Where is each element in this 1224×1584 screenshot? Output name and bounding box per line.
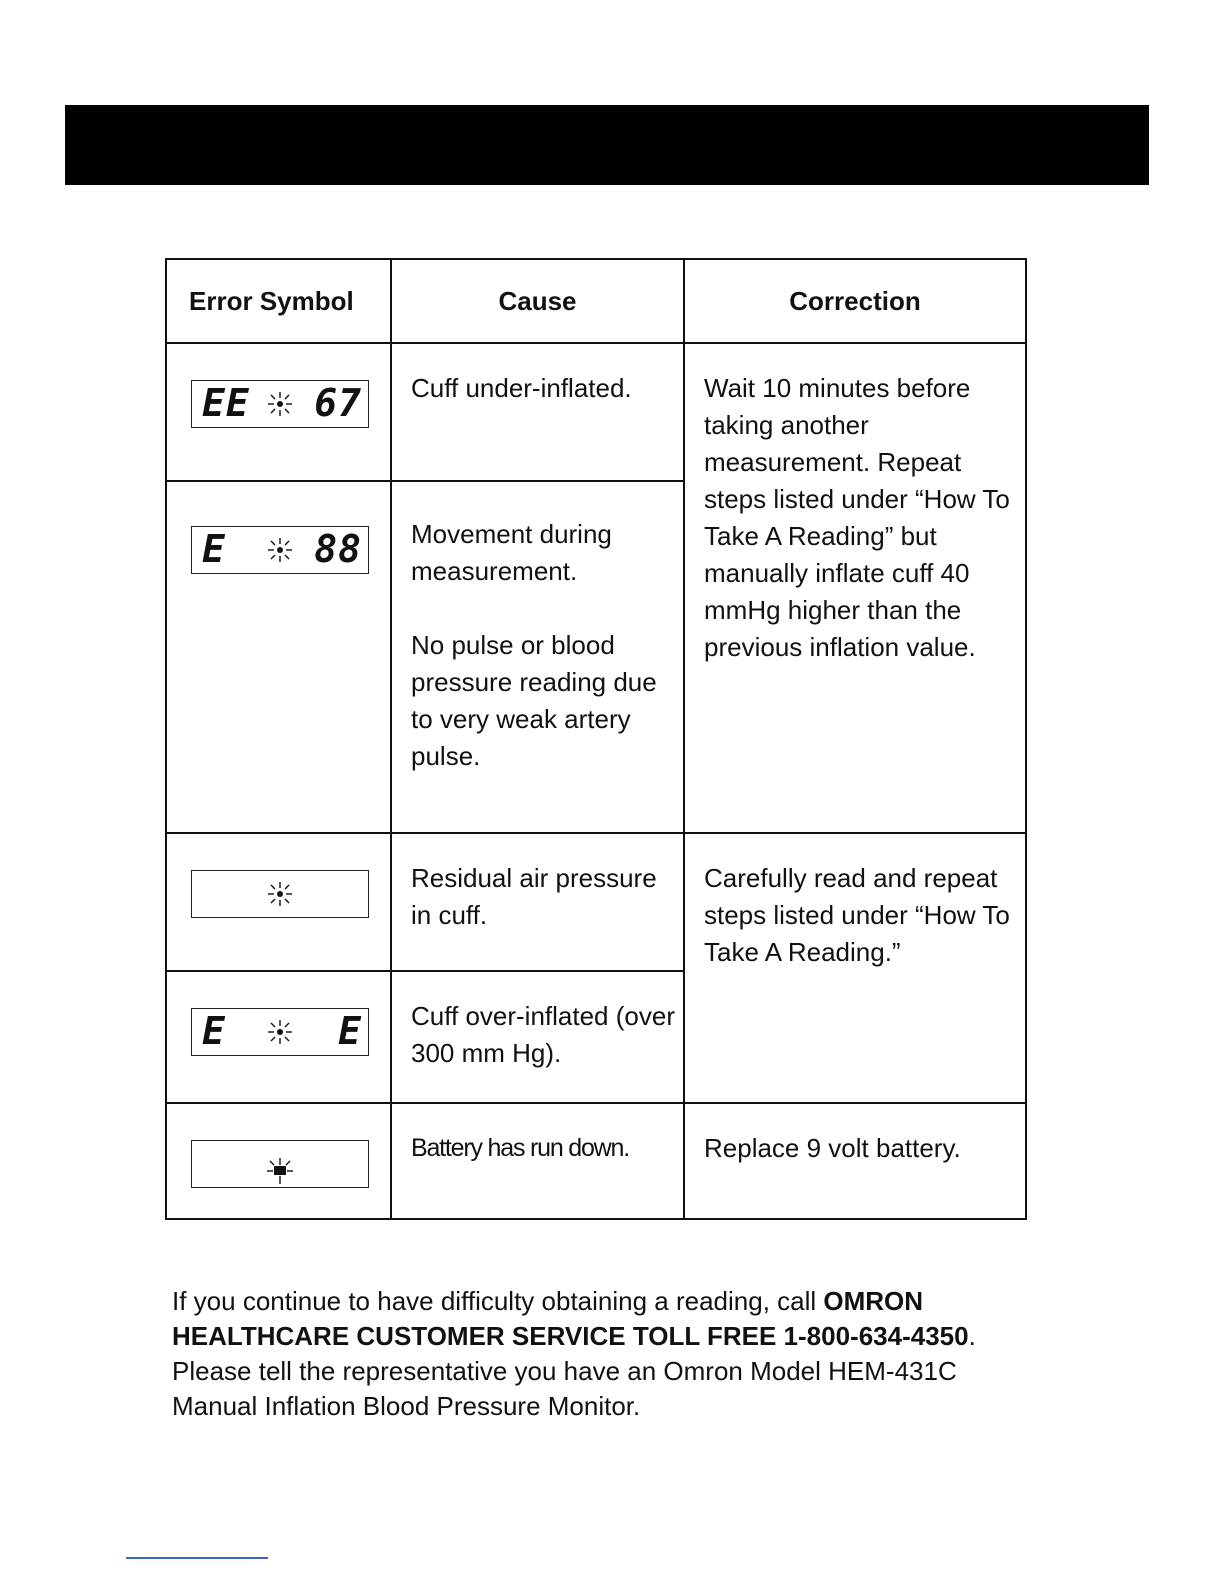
error-symbol-cell xyxy=(166,971,391,1103)
heart-blink-icon xyxy=(266,390,294,418)
table-row xyxy=(166,833,1026,971)
error-symbol-cell xyxy=(166,1103,391,1219)
footer-note xyxy=(172,1284,1012,1424)
table-row xyxy=(166,1103,1026,1219)
heart-blink-icon xyxy=(266,880,294,908)
customer-service-contact: OMRON HEALTHCARE CUSTOMER SERVICE TOLL FREE 1-800-634-4350 xyxy=(172,1286,969,1351)
cause-cell xyxy=(391,343,684,481)
lcd-display xyxy=(191,870,369,918)
error-symbol-cell xyxy=(166,343,391,481)
header-correction: Correction xyxy=(684,259,1026,343)
table-row xyxy=(166,343,1026,481)
cause-text: Battery has run down. xyxy=(411,1134,629,1162)
cause-cell xyxy=(391,971,684,1103)
cause-text: Movement during measurement. xyxy=(411,519,612,586)
header-cause: Cause xyxy=(391,259,684,343)
cause-cell xyxy=(391,481,684,833)
correction-cell xyxy=(684,833,1026,1103)
battery-icon xyxy=(266,1157,294,1185)
lcd-left-digits: EE xyxy=(202,381,250,425)
lcd-display xyxy=(191,1008,369,1056)
cause-text: No pulse or blood pressure reading due to very weak artery pulse. xyxy=(411,630,657,771)
correction-text: Replace 9 volt battery. xyxy=(704,1133,961,1163)
correction-cell xyxy=(684,343,1026,833)
lcd-display xyxy=(191,526,369,574)
lcd-right-digits: 88 xyxy=(314,527,362,571)
footer-text: If you continue to have difficulty obtaining a reading, call xyxy=(172,1286,824,1316)
table-header-row xyxy=(166,259,1026,343)
error-symbol-cell xyxy=(166,481,391,833)
header-error-symbol: Error Symbol xyxy=(166,259,391,343)
lcd-left-digits: E xyxy=(202,527,226,571)
cause-cell xyxy=(391,1103,684,1219)
heart-blink-icon xyxy=(266,536,294,564)
cause-cell xyxy=(391,833,684,971)
correction-text: Wait 10 minutes before taking another measurement. Repeat steps listed under “How To Take A Reading” but manually inflate cuff 40 mmHg higher than the previous inflation value. xyxy=(704,373,1010,662)
error-symbol-cell xyxy=(166,833,391,971)
cause-text: Cuff under-inflated. xyxy=(411,373,632,403)
cause-text: Residual air pressure in cuff. xyxy=(411,863,657,930)
correction-text: Carefully read and repeat steps listed under “How To Take A Reading.” xyxy=(704,863,1010,967)
bottom-rule xyxy=(126,1557,268,1559)
section-header-bar xyxy=(65,105,1149,185)
cause-text: Cuff over-inflated (over 300 mm Hg). xyxy=(411,1001,675,1068)
heart-blink-icon xyxy=(266,1018,294,1046)
lcd-display xyxy=(191,1140,369,1188)
lcd-display xyxy=(191,380,369,428)
footer-text: . Please tell the representative you have an Omron Model HEM-431C Manual Inflation Blood Pressure Monitor. xyxy=(172,1321,976,1421)
lcd-left-digits: E xyxy=(202,1009,226,1053)
lcd-right-digits: E xyxy=(338,1009,362,1053)
correction-cell xyxy=(684,1103,1026,1219)
cause-text-block xyxy=(392,482,683,775)
error-table xyxy=(165,258,1025,1220)
lcd-right-digits: 67 xyxy=(314,381,362,425)
